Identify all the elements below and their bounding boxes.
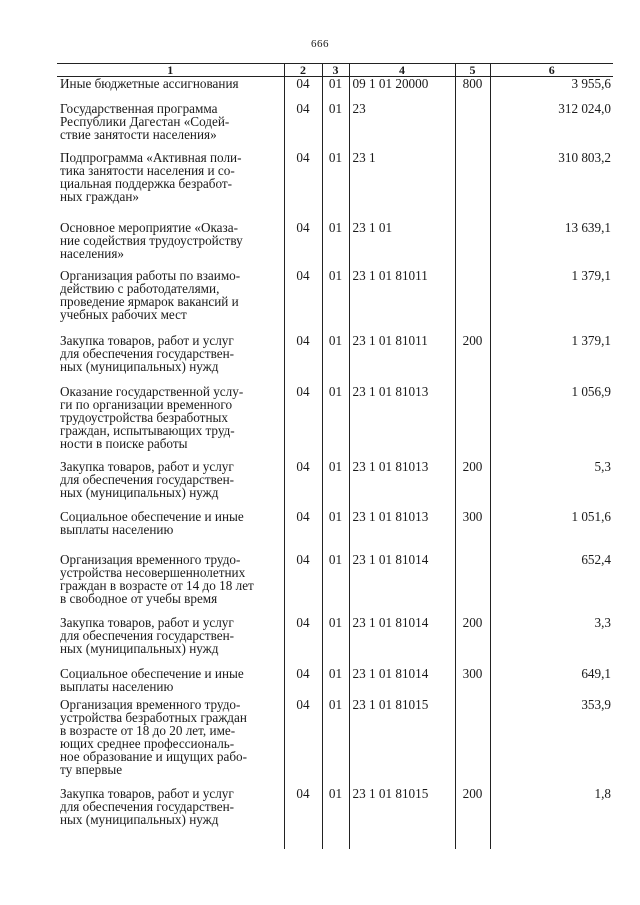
budget-table-container (57, 63, 613, 847)
description-line: ных (муниципальных) нужд (60, 811, 219, 827)
table-row (57, 510, 613, 553)
description-line: ние содействия трудоустройству (60, 232, 243, 248)
table-row (57, 151, 613, 221)
filler-cell (57, 837, 284, 849)
description-line: Организация временного трудо- (60, 696, 241, 712)
table-row (57, 698, 613, 787)
header-col-4: 4 (349, 64, 455, 77)
row-expense-type (455, 553, 490, 616)
row-subsection-code: 01 (322, 510, 349, 553)
row-target-article: 23 1 01 81014 (349, 553, 455, 616)
table-row (57, 77, 613, 102)
description-line: Закупка товаров, работ и услуг (60, 785, 234, 801)
row-target-article: 09 1 01 20000 (349, 77, 455, 102)
description-line: Закупка товаров, работ и услуг (60, 614, 234, 630)
row-description (57, 698, 284, 787)
description-line: учебных рабочих мест (60, 306, 187, 322)
table-header-row (57, 64, 613, 77)
row-description (57, 151, 284, 221)
row-amount: 1,8 (490, 787, 613, 837)
description-line: ности в поиске работы (60, 435, 188, 451)
row-amount: 1 056,9 (490, 385, 613, 460)
description-line: действию с работодателями, (60, 280, 220, 296)
row-description (57, 787, 284, 837)
row-description (57, 334, 284, 385)
table-row (57, 385, 613, 460)
description-line: циальная поддержка безработ- (60, 175, 233, 191)
table-row (57, 102, 613, 151)
description-line: населения» (60, 245, 124, 261)
row-section-code: 04 (284, 221, 322, 269)
row-expense-type: 200 (455, 616, 490, 667)
table-filler-row (57, 837, 613, 849)
row-amount: 5,3 (490, 460, 613, 510)
row-amount: 353,9 (490, 698, 613, 787)
row-subsection-code: 01 (322, 77, 349, 102)
row-target-article: 23 1 01 81013 (349, 510, 455, 553)
description-line: ных (муниципальных) нужд (60, 640, 219, 656)
description-line: Закупка товаров, работ и услуг (60, 458, 234, 474)
header-col-2: 2 (284, 64, 322, 77)
description-line: ту впервые (60, 761, 123, 777)
row-subsection-code: 01 (322, 269, 349, 334)
description-line: для обеспечения государствен- (60, 627, 235, 643)
row-section-code: 04 (284, 102, 322, 151)
description-line: проведение ярмарок вакансий и (60, 293, 239, 309)
row-subsection-code: 01 (322, 102, 349, 151)
row-target-article: 23 1 01 81015 (349, 787, 455, 837)
row-expense-type: 300 (455, 667, 490, 698)
row-description (57, 385, 284, 460)
description-line: Организация временного трудо- (60, 551, 241, 567)
row-target-article: 23 1 01 81013 (349, 385, 455, 460)
row-target-article: 23 1 (349, 151, 455, 221)
row-section-code: 04 (284, 334, 322, 385)
description-line: трудоустройства безработных (60, 409, 228, 425)
description-line: в возрасте от 18 до 20 лет, име- (60, 722, 236, 738)
row-description (57, 616, 284, 667)
description-line: в свободное от учебы время (60, 590, 218, 606)
description-line: Оказание государственной услу- (60, 383, 244, 399)
row-description (57, 460, 284, 510)
row-expense-type (455, 385, 490, 460)
row-expense-type (455, 221, 490, 269)
row-section-code: 04 (284, 77, 322, 102)
row-subsection-code: 01 (322, 616, 349, 667)
row-expense-type: 300 (455, 510, 490, 553)
table-row (57, 787, 613, 837)
row-description (57, 667, 284, 698)
row-subsection-code: 01 (322, 460, 349, 510)
row-expense-type: 200 (455, 460, 490, 510)
description-line: ное образование и ищущих рабо- (60, 748, 248, 764)
row-section-code: 04 (284, 385, 322, 460)
row-amount: 652,4 (490, 553, 613, 616)
row-section-code: 04 (284, 510, 322, 553)
row-expense-type: 200 (455, 334, 490, 385)
row-amount: 1 379,1 (490, 269, 613, 334)
row-amount: 1 051,6 (490, 510, 613, 553)
budget-table (57, 63, 613, 849)
table-row (57, 221, 613, 269)
description-line: выплаты населению (60, 521, 174, 537)
row-description (57, 269, 284, 334)
filler-cell (284, 837, 322, 849)
row-expense-type (455, 269, 490, 334)
filler-cell (490, 837, 613, 849)
description-line: Иные бюджетные ассигнования (60, 76, 239, 91)
row-subsection-code: 01 (322, 553, 349, 616)
row-description (57, 77, 284, 102)
table-row (57, 334, 613, 385)
row-amount: 312 024,0 (490, 102, 613, 151)
row-target-article: 23 1 01 81014 (349, 667, 455, 698)
row-section-code: 04 (284, 667, 322, 698)
row-subsection-code: 01 (322, 151, 349, 221)
header-col-6: 6 (490, 64, 613, 77)
description-line: ных (муниципальных) нужд (60, 358, 219, 374)
row-description (57, 553, 284, 616)
row-section-code: 04 (284, 460, 322, 510)
description-line: тика занятости населения и со- (60, 162, 235, 178)
row-target-article: 23 1 01 (349, 221, 455, 269)
header-col-1: 1 (57, 64, 284, 77)
table-row (57, 616, 613, 667)
description-line: устройства безработных граждан (60, 709, 247, 725)
description-line: для обеспечения государствен- (60, 471, 235, 487)
row-description (57, 102, 284, 151)
row-target-article: 23 1 01 81013 (349, 460, 455, 510)
table-row (57, 460, 613, 510)
row-section-code: 04 (284, 698, 322, 787)
description-line: ющих среднее профессиональ- (60, 735, 235, 751)
row-section-code: 04 (284, 269, 322, 334)
row-description (57, 510, 284, 553)
description-line: Социальное обеспечение и иные (60, 508, 244, 524)
row-target-article: 23 (349, 102, 455, 151)
row-section-code: 04 (284, 787, 322, 837)
row-subsection-code: 01 (322, 667, 349, 698)
row-amount: 3 955,6 (490, 77, 613, 102)
table-row (57, 553, 613, 616)
row-section-code: 04 (284, 616, 322, 667)
table-row (57, 269, 613, 334)
description-line: выплаты населению (60, 678, 174, 694)
description-line: Подпрограмма «Активная поли- (60, 149, 242, 165)
description-line: для обеспечения государствен- (60, 345, 235, 361)
description-line: ных (муниципальных) нужд (60, 484, 219, 500)
table-body (57, 77, 613, 849)
description-line: граждан, испытывающих труд- (60, 422, 235, 438)
row-expense-type: 200 (455, 787, 490, 837)
row-target-article: 23 1 01 81011 (349, 269, 455, 334)
description-line: ных граждан» (60, 188, 139, 204)
row-amount: 1 379,1 (490, 334, 613, 385)
row-amount: 649,1 (490, 667, 613, 698)
row-expense-type: 800 (455, 77, 490, 102)
row-expense-type (455, 698, 490, 787)
header-col-3: 3 (322, 64, 349, 77)
description-line: Организация работы по взаимо- (60, 267, 241, 283)
row-subsection-code: 01 (322, 221, 349, 269)
description-line: устройства несовершеннолетних (60, 564, 246, 580)
description-line: Основное мероприятие «Оказа- (60, 219, 238, 235)
row-expense-type (455, 151, 490, 221)
row-expense-type (455, 102, 490, 151)
row-subsection-code: 01 (322, 787, 349, 837)
row-section-code: 04 (284, 151, 322, 221)
description-line: Республики Дагестан «Содей- (60, 113, 230, 129)
row-description (57, 221, 284, 269)
row-target-article: 23 1 01 81015 (349, 698, 455, 787)
description-line: ги по организации временного (60, 396, 233, 412)
description-line: ствие занятости населения» (60, 126, 217, 142)
row-target-article: 23 1 01 81011 (349, 334, 455, 385)
page-number: 666 (311, 38, 329, 50)
header-col-5: 5 (455, 64, 490, 77)
row-target-article: 23 1 01 81014 (349, 616, 455, 667)
row-subsection-code: 01 (322, 385, 349, 460)
description-line: Социальное обеспечение и иные (60, 665, 244, 681)
row-subsection-code: 01 (322, 334, 349, 385)
description-line: граждан в возрасте от 14 до 18 лет (60, 577, 254, 593)
description-line: Закупка товаров, работ и услуг (60, 332, 234, 348)
row-amount: 310 803,2 (490, 151, 613, 221)
filler-cell (349, 837, 455, 849)
filler-cell (322, 837, 349, 849)
table-row (57, 667, 613, 698)
description-line: для обеспечения государствен- (60, 798, 235, 814)
description-line: Государственная программа (60, 100, 218, 116)
row-amount: 3,3 (490, 616, 613, 667)
row-section-code: 04 (284, 553, 322, 616)
row-subsection-code: 01 (322, 698, 349, 787)
filler-cell (455, 837, 490, 849)
row-amount: 13 639,1 (490, 221, 613, 269)
